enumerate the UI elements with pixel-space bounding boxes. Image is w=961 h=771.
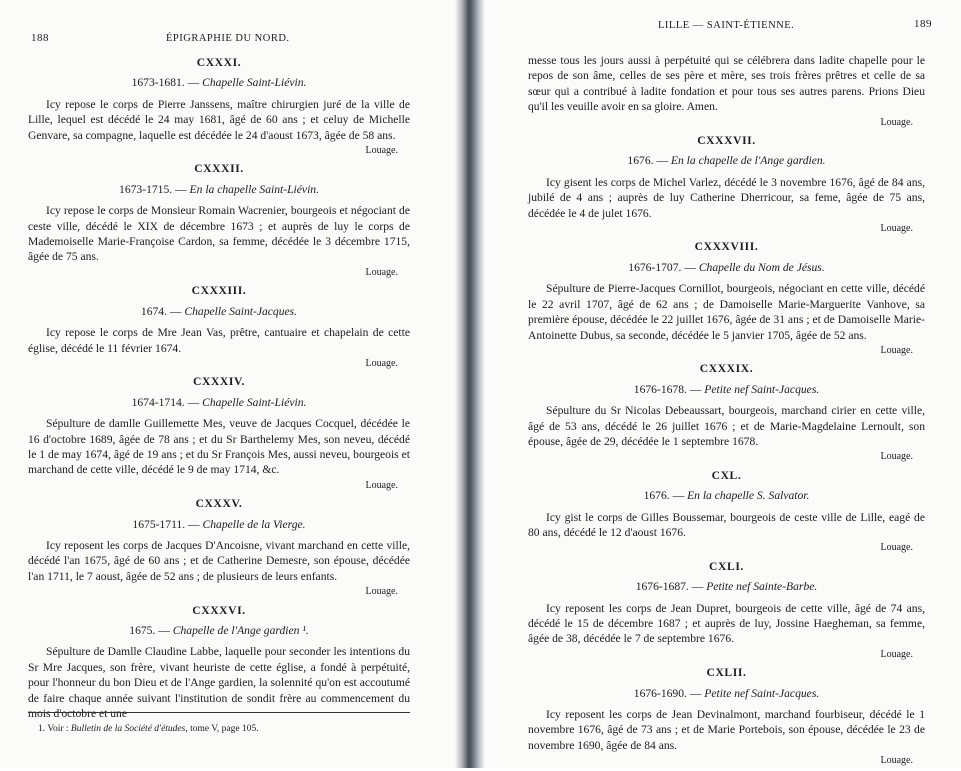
footnote-divider: [28, 712, 410, 713]
entry-text: Sépulture du Sr Nicolas Debeaussart, bourgeois, marchand cirier en cette ville, âgé de 53 ans, décédé le 26 juillet 1676 ; et de Marie-Magdelaine Lernoult, son épouse, âgée de 29, décédée le 1 septembre 1678.: [528, 404, 925, 448]
entry-date: 1674-1714.: [131, 395, 185, 409]
entry-heading: 1674. — Chapelle Saint-Jacques.: [140, 304, 298, 318]
continuation-text: messe tous les jours aussi à perpétuité qui se célébrera dans ladite chapelle pour le repos de son âme, celles de ses père et mère, ses trois frères prêtres et celle de sa sœur qui a contribué à ladite fondation et pour tous ses autres parens. Prions Dieu qu'il les veuille avoir en sa gloire. Amen.: [528, 54, 925, 114]
entry-heading: 1676-1687. — Petite nef Sainte-Barbe.: [635, 580, 818, 594]
entry-numeral: CXXXIV.: [193, 375, 245, 389]
entry-source: Louage.: [880, 344, 913, 356]
entry-source: Louage.: [880, 451, 913, 463]
entry-date: 1676.: [627, 154, 654, 168]
running-head-right: LILLE — SAINT-ÉTIENNE.: [658, 20, 795, 31]
entry-source: Louage.: [365, 357, 398, 369]
left-page-header: [28, 0, 416, 44]
entry-source: Louage.: [365, 266, 398, 278]
entry-heading: 1675. — Chapelle de l'Ange gardien ¹.: [129, 624, 309, 637]
entry-date: 1675-1711.: [132, 517, 186, 531]
entry-date: 1676-1690.: [633, 686, 687, 700]
entry-place: Chapelle Saint-Jacques.: [184, 304, 298, 318]
entry-numeral: CXXXIII.: [191, 284, 247, 298]
epitaph-entry: [28, 603, 410, 722]
entry-place: En la chapelle Saint-Liévin.: [189, 182, 319, 196]
epitaph-entry: [28, 496, 410, 599]
entry-numeral: CXXXIX.: [699, 362, 754, 376]
entry-source: Louage.: [880, 223, 913, 235]
entry-date: 1676.: [643, 489, 670, 503]
epitaph-entry: [528, 665, 925, 768]
entry-source: Louage.: [365, 145, 398, 157]
entry-date: 1674.: [140, 304, 167, 318]
entry-heading: 1673-1681. — Chapelle Saint-Liévin.: [131, 76, 307, 90]
entry-numeral: CXXXVII.: [697, 134, 756, 148]
entry-text: Icy gist le corps de Gilles Boussemar, bourgeois de ceste ville de Lille, eagé de 80 ans, décédé le 12 d'aoust 1676.: [528, 510, 925, 539]
entry-place: Petite nef Sainte-Barbe.: [706, 580, 818, 594]
epitaph-entry: [528, 361, 925, 464]
entry-heading: 1676-1707. — Chapelle du Nom de Jésus.: [628, 260, 825, 274]
entry-text: Icy repose le corps de Monsieur Romain Wacrenier, bourgeois et négociant de ceste ville, décédé le XIX de décembre 1673 ; et auprès de luy le corps de Mademoiselle Marie-Françoise Cardon, sa femme, décédée le 3 décembre 1715, âgée de 75 ans.: [28, 204, 410, 264]
entry-text: Icy reposent les corps de Jean Devinalmont, marchand fourbiseur, décédé le 1 novembre 1676, âgé de 73 ans ; et de Marie Portebois, son épouse, décédée le 23 de novembre 1690, âgée de 84 ans.: [528, 708, 925, 752]
page-number-right: 189: [914, 18, 932, 30]
entry-text: Sépulture de Pierre-Jacques Cornillot, bourgeois, négociant en cette ville, décédé le 22 avril 1707, âgé de 62 ans ; de Damoiselle Marie-Marguerite Vanhove, sa première épouse, décédée le 22 juillet 1676, âgée de 31 ans ; et de Damoiselle Marie-Antoinette Dubus, sa seconde, décédée le 5 janvier 1705, âgée de 52 ans.: [528, 282, 925, 342]
footnote-prefix: 1. Voir :: [38, 724, 69, 734]
entry-place: En la chapelle de l'Ange gardien.: [670, 154, 826, 168]
entry-place: Chapelle Saint-Liévin.: [202, 395, 307, 409]
book-gutter: [455, 0, 485, 768]
entry-place: Chapelle du Nom de Jésus.: [698, 260, 825, 274]
running-head-left: ÉPIGRAPHIE DU NORD.: [166, 33, 290, 44]
entry-heading: 1675-1711. — Chapelle de la Vierge.: [132, 517, 306, 531]
continuation-source: Louage.: [880, 116, 913, 128]
entry-numeral: CXXXV.: [195, 497, 243, 511]
footnote-rest: tome V, page 105.: [190, 724, 259, 734]
left-page: [28, 0, 416, 768]
entry-heading: 1674-1714. — Chapelle Saint-Liévin.: [131, 395, 307, 409]
epitaph-entry: [28, 283, 410, 371]
entry-numeral: CXXXVIII.: [694, 240, 759, 254]
entry-numeral: CXXXII.: [194, 162, 244, 176]
entry-source: Louage.: [880, 648, 913, 660]
entry-date: 1676-1687.: [635, 580, 689, 594]
right-page: [528, 0, 932, 768]
entry-heading: 1676. — En la chapelle de l'Ange gardien.: [627, 154, 826, 168]
entry-numeral: CXLII.: [706, 666, 747, 680]
epitaph-entry: [28, 55, 410, 158]
entry-numeral: CXL.: [711, 468, 742, 482]
entry-place: Chapelle de la Vierge.: [202, 517, 306, 531]
entry-date: 1676-1678.: [633, 382, 687, 396]
epitaph-entry: [528, 133, 925, 236]
entry-heading: 1673-1715. — En la chapelle Saint-Liévin.: [119, 182, 319, 196]
entry-numeral: CXXXVI.: [192, 603, 246, 617]
entry-date: 1675.: [129, 624, 156, 637]
entry-place: En la chapelle S. Salvator.: [687, 489, 810, 503]
entry-heading: 1676. — En la chapelle S. Salvator.: [643, 489, 810, 503]
entry-date: 1676-1707.: [628, 260, 682, 274]
epitaph-entry: [28, 374, 410, 493]
entry-text: Icy gisent les corps de Michel Varlez, décédé le 3 novembre 1676, âgé de 84 ans, jubilé de 4 ans ; auprès de luy Catherine Dherricour, sa feme, âgée de 75 ans, décédée le 4 de julet 1676.: [528, 175, 925, 220]
entry-source: Louage.: [880, 542, 913, 554]
footnote: [38, 724, 259, 734]
epitaph-entry: [28, 161, 410, 280]
left-page-body: [28, 52, 410, 721]
epitaph-entry: [528, 239, 925, 358]
entry-text: Sépulture de damlle Guillemette Mes, veuve de Jacques Cocquel, décédée le 16 d'octobre 1689, âgée de 78 ans ; et du Sr Barthelemy Mes, son neveu, décédé le 1 de may 1674, âgé de 19 ans ; et du Sr François Mes, aussi neveu, bourgeois et marchand de cette ville, décédé le 9 de may 1714, &c.: [28, 417, 410, 477]
entry-date: 1673-1715.: [119, 182, 173, 196]
page-number-left: 188: [31, 32, 49, 44]
entry-place: Petite nef Saint-Jacques.: [704, 382, 820, 396]
entry-source: Louage.: [365, 586, 398, 598]
entry-date: 1673-1681.: [131, 76, 185, 90]
entry-place: Chapelle Saint-Liévin.: [202, 76, 307, 90]
entry-heading: 1676-1690. — Petite nef Saint-Jacques.: [633, 686, 820, 700]
epitaph-entry: [528, 559, 925, 662]
entry-source: Louage.: [365, 479, 398, 491]
entry-heading: 1676-1678. — Petite nef Saint-Jacques.: [633, 382, 820, 396]
entry-text: Icy repose le corps de Mre Jean Vas, prêtre, cantuaire et chapelain de cette église, décédé le 11 février 1674.: [28, 326, 410, 355]
entry-text: Icy reposent les corps de Jacques D'Ancoisne, vivant marchand en cette ville, décédé l'an 1675, âgé de 60 ans ; et de Catherine Demesre, son épouse, décédée l'an 1711, le 7 aoust, âgée de 52 ans ; de plusieurs de leurs enfants.: [28, 538, 410, 583]
right-page-body: [528, 53, 925, 771]
entry-place: Chapelle de l'Ange gardien ¹.: [172, 624, 309, 637]
entry-text: Icy reposent les corps de Jean Dupret, bourgeois de cette ville, âgé de 74 ans, décédé le 15 de décembre 1687 ; et auprès de luy, Jossine Haegheman, sa femme, âgée de 38, décédée le 7 de septembre 1676.: [528, 601, 925, 646]
epitaph-entry: [528, 468, 925, 556]
entry-text: Sépulture de Damlle Claudine Labbe, laquelle pour seconder les intentions du Sr Mre Jacques, son frère, vivant heuriste de cette église, a fondé à perpétuité, pour l'honneur du bon Dieu et de l'Ange gardien, la solennité qu'on est accoutumé de faire chaque année suivant l'institution de sondit frère au commencement du mois d'octobre et une: [28, 645, 410, 721]
entry-numeral: CXLI.: [709, 559, 744, 573]
entry-numeral: CXXXI.: [196, 56, 242, 69]
entry-place: Petite nef Saint-Jacques.: [704, 686, 820, 700]
right-page-header: [528, 0, 932, 30]
footnote-title: Bulletin de la Société d'études,: [70, 724, 188, 734]
entry-text: Icy repose le corps de Pierre Janssens, maître chirurgien juré de la ville de Lille, lequel est décédé le 24 may 1681, âgé de 60 ans ; et celuy de Michelle Genvare, sa compagne, laquelle est décédée le 24 d'aoust 1673, âgée de 58 ans.: [28, 97, 410, 142]
entry-source: Louage.: [880, 755, 913, 767]
